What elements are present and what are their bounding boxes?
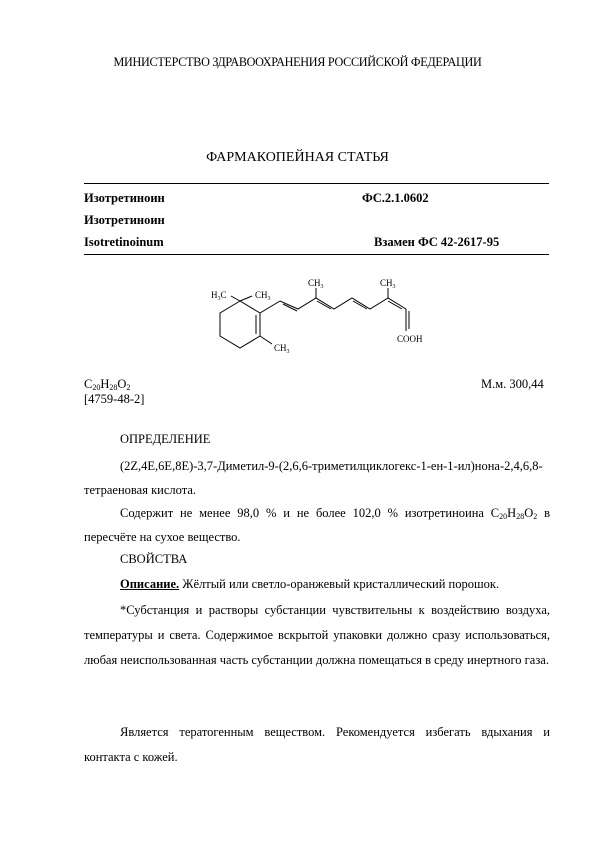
molecular-formula: $C_{20}H_{28}O_2$ (84, 377, 131, 392)
content-statement: Содержит не менее 98,0 % и не более 102,0 % изотретиноина $C_{20}H_{28}O_2$ в пересчёте на сухое вещество. (84, 506, 550, 544)
properties-heading: СВОЙСТВА (120, 552, 188, 566)
methyl-label-ch3-ring: $CH_3$ (255, 290, 271, 302)
teratogen-warning: Является тератогенным веществом. Рекомендуется избегать вдыхания и контакта с кожей. (84, 725, 550, 764)
methyl-label-ch3-ring-lower: $CH_3$ (274, 343, 290, 355)
iupac-name: (2Z,4E,6E,8E)-3,7-Диметил-9-(2,6,6-триметилциклогекс-1-ен-1-ил)нона-2,4,6,8-тетраеновая кислота. (84, 459, 543, 497)
methyl-label-ch3-chain-2: $CH_3$ (380, 278, 396, 290)
header-rule-top (84, 183, 549, 184)
molecular-mass: М.м. 300,44 (481, 377, 544, 391)
header-rule-bottom (84, 254, 549, 255)
definition-heading: ОПРЕДЕЛЕНИЕ (120, 432, 211, 446)
drug-name-ru-2: Изотретиноин (84, 213, 165, 227)
document-title: ФАРМАКОПЕЙНАЯ СТАТЬЯ (206, 150, 389, 165)
monograph-code: ФС.2.1.0602 (362, 191, 429, 205)
description-label: Описание. (120, 577, 180, 591)
structural-formula (200, 276, 440, 362)
carboxyl-label: COOH (397, 334, 423, 344)
replaces-monograph: Взамен ФС 42-2617-95 (374, 235, 500, 249)
methyl-label-h3c: $H_3C$ (211, 290, 227, 302)
description-paragraph: Описание. Жёлтый или светло-оранжевый кристаллический порошок. (120, 577, 500, 591)
drug-name-ru: Изотретиноин (84, 191, 165, 205)
sensitivity-note: *Субстанция и растворы субстанции чувствительны к воздействию воздуха, температуры и света. Содержимое вскрытой упаковки должно сразу использоваться, любая неиспользованная часть субстанции должна помещаться в среду инертного газа. (84, 603, 550, 667)
drug-name-latin: Isotretinoinum (84, 235, 164, 249)
ministry-heading: МИНИСТЕРСТВО ЗДРАВООХРАНЕНИЯ РОССИЙСКОЙ ФЕДЕРАЦИИ (113, 55, 482, 69)
methyl-label-ch3-chain-1: $CH_3$ (308, 278, 324, 290)
cas-number: [4759-48-2] (84, 392, 145, 406)
